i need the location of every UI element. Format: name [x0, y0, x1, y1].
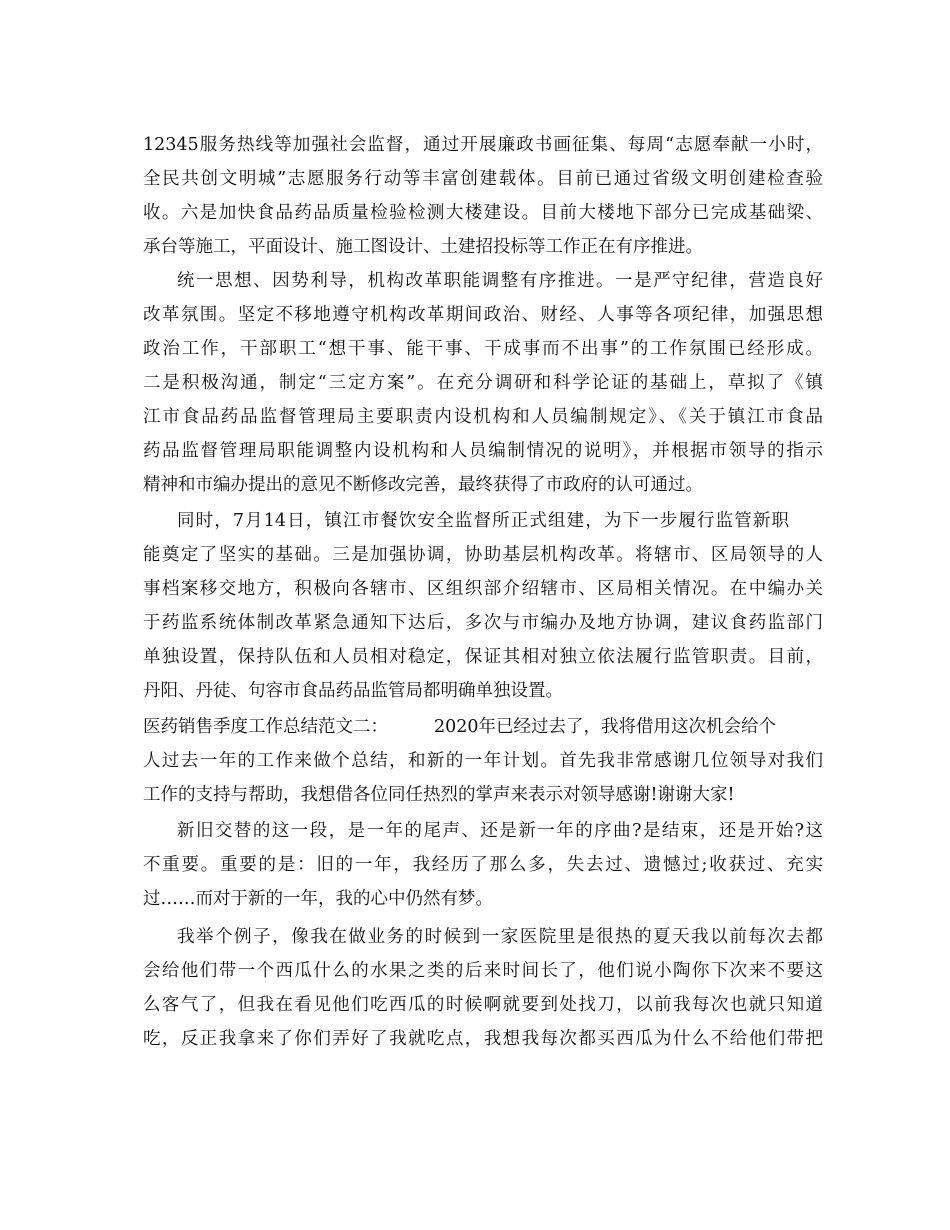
section-first-line: 2020年已经过去了，我将借用这次机会给个: [434, 717, 777, 737]
paragraph-line: 能奠定了坚实的基础。三是加强协调，协助基层机构改革。将辖市、区局领导的人: [143, 545, 823, 565]
paragraph-line: 事档案移交地方，积极向各辖市、区组织部介绍辖市、区局相关情况。在中编办关: [143, 579, 823, 599]
paragraph-line: 单独设置，保持队伍和人员相对稳定，保证其相对独立依法履行监管职责。目前，: [143, 647, 823, 667]
section-heading-line: [143, 716, 823, 738]
paragraph-line: 不重要。重要的是：旧的一年，我经历了那么多，失去过、遗憾过;收获过、充实: [143, 855, 823, 875]
paragraph-line: 于药监系统体制改革紧急通知下达后，多次与市编办及地方协调，建议食药监部门: [143, 613, 823, 633]
section-heading: 医药销售季度工作总结范文二：: [143, 717, 388, 737]
paragraph-line: 收。六是加快食品药品质量检验检测大楼建设。目前大楼地下部分已完成基础梁、: [143, 203, 823, 223]
paragraph-line: 全民共创文明城”志愿服务行动等丰富创建载体。目前已通过省级文明创建检查验: [143, 169, 823, 189]
paragraph-line: 二是积极沟通，制定“三定方案”。在充分调研和科学论证的基础上，草拟了《镇: [143, 373, 823, 393]
paragraph-line: 江市食品药品监督管理局主要职责内设机构和人员编制规定》、《关于镇江市食品: [143, 407, 823, 427]
paragraph-line: 丹阳、丹徒、句容市食品药品监管局都明确单独设置。: [143, 681, 563, 701]
paragraph-line: 过……而对于新的一年，我的心中仍然有梦。: [143, 889, 493, 909]
paragraph-first-line: 新旧交替的这一段，是一年的尾声、还是新一年的序曲?是结束，还是开始?这: [177, 821, 823, 841]
paragraph-line: 精神和市编办提出的意见不断修改完善，最终获得了市政府的认可通过。: [143, 475, 703, 495]
paragraph-line: 吃，反正我拿来了你们弄好了我就吃点，我想我每次都买西瓜为什么不给他们带把: [143, 1029, 823, 1049]
paragraph-line: 么客气了，但我在看见他们吃西瓜的时候啊就要到处找刀，以前我每次也就只知道: [143, 995, 823, 1015]
paragraph-line: 会给他们带一个西瓜什么的水果之类的后来时间长了，他们说小陶你下次来不要这: [143, 961, 823, 981]
paragraph-first-line: 我举个例子，像我在做业务的时候到一家医院里是很热的夏天我以前每次去都: [177, 927, 823, 947]
paragraph-line: 承台等施工，平面设计、施工图设计、土建招投标等工作正在有序推进。: [143, 237, 703, 257]
paragraph-line: 药品监督管理局职能调整内设机构和人员编制情况的说明》，并根据市领导的指示: [143, 441, 823, 461]
paragraph-first-line: 统一思想、因势利导，机构改革职能调整有序推进。一是严守纪律，营造良好: [177, 271, 823, 291]
paragraph-line: 工作的支持与帮助，我想借各位同任热烈的掌声来表示对领导感谢!谢谢大家!: [143, 785, 735, 805]
paragraph-first-line: 同时，7月14日，镇江市餐饮安全监督所正式组建，为下一步履行监管新职: [177, 511, 789, 531]
paragraph-line: 人过去一年的工作来做个总结，和新的一年计划。首先我非常感谢几位领导对我们: [143, 751, 823, 771]
paragraph-line: 12345服务热线等加强社会监督，通过开展廉政书画征集、每周“志愿奉献一小时，: [143, 135, 823, 155]
paragraph-line: 政治工作，干部职工“想干事、能干事、干成事而不出事”的工作氛围已经形成。: [143, 339, 823, 359]
paragraph-line: 改革氛围。坚定不移地遵守机构改革期间政治、财经、人事等各项纪律，加强思想: [143, 305, 823, 325]
